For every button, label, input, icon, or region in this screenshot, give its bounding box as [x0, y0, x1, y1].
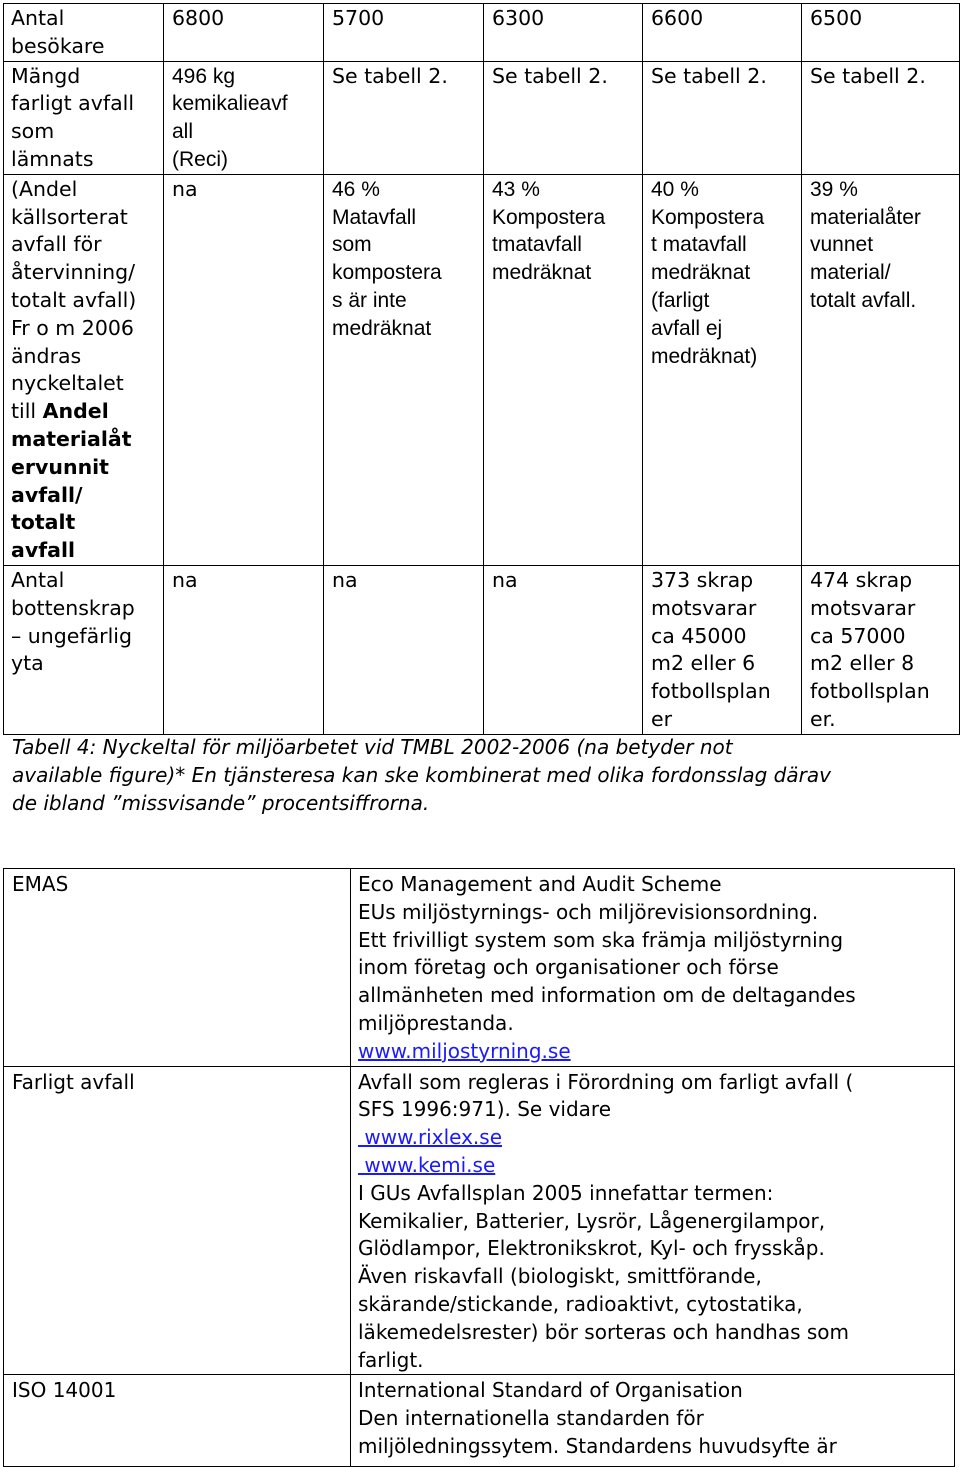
- row-label-strong: Andel: [42, 399, 109, 424]
- table-cell: [802, 4, 960, 62]
- glossary-link[interactable]: www.rixlex.se: [358, 1125, 502, 1150]
- cell-line: na: [332, 567, 358, 592]
- glossary-line: miljöprestanda.: [358, 1010, 514, 1035]
- row-label-line: nyckeltalet: [11, 371, 124, 396]
- table-cell: [484, 4, 643, 62]
- table-row: [4, 174, 960, 565]
- table-row: [4, 4, 960, 62]
- row-label-line: lämnats: [11, 146, 94, 171]
- cell-line: 43 %: [492, 177, 540, 201]
- cell-line: medräknat: [492, 261, 592, 285]
- cell-line: 5700: [332, 6, 385, 30]
- glossary-line: inom företag och organisationer och förse: [358, 955, 779, 980]
- row-label-line: – ungefärlig: [11, 623, 132, 648]
- table-cell: [643, 61, 802, 174]
- cell-line: 6800: [172, 6, 225, 30]
- cell-line: materialåter: [810, 205, 921, 229]
- glossary-line: Eco Management and Audit Scheme: [358, 872, 722, 896]
- table-cell: [164, 61, 324, 174]
- cell-line: kemikalieavf: [172, 92, 288, 116]
- key-figures-table: [3, 3, 960, 735]
- cell-line: motsvarar: [651, 595, 757, 620]
- cell-line: medräknat: [651, 261, 751, 285]
- cell-line: Se tabell 2.: [492, 63, 608, 88]
- glossary-line: miljöledningssytem. Standardens huvudsyfte är: [358, 1433, 837, 1458]
- cell-line: 6300: [492, 6, 545, 30]
- table-cell: [164, 565, 324, 734]
- row-label: [4, 174, 164, 565]
- table-caption: Tabell 4: Nyckeltal för miljöarbetet vid TMBL 2002-2006 (na betyder not available figure)* En tjänsteresa kan ske kombinerat med olika fordonsslag därav de ibland ”missvisande” procentsiffrorna.: [12, 735, 831, 815]
- table-row: [4, 61, 960, 174]
- table-cell: [164, 4, 324, 62]
- table-cell: [324, 174, 484, 565]
- row-label-line: farligt avfall: [11, 91, 135, 116]
- row-label-line: bottenskrap: [11, 595, 135, 620]
- cell-line: vunnet: [810, 233, 874, 257]
- row-label-line: Fr o m 2006: [11, 315, 134, 340]
- glossary-row: [4, 869, 955, 1067]
- row-label-line: återvinning/: [11, 260, 136, 285]
- cell-line: tmatavfall: [492, 233, 582, 257]
- cell-line: t matavfall: [651, 233, 747, 257]
- glossary-line: läkemedelsrester) bör sorteras och handhas som: [358, 1319, 849, 1344]
- cell-line: totalt avfall.: [810, 288, 917, 312]
- row-label-line: Mängd: [11, 63, 81, 88]
- table-cell: [484, 174, 643, 565]
- glossary-line: Glödlampor, Elektronikskrot, Kyl- och frysskåp.: [358, 1236, 825, 1261]
- table-cell: [643, 174, 802, 565]
- table-cell: [802, 61, 960, 174]
- cell-line: er.: [810, 706, 836, 731]
- glossary-term: ISO 14001: [4, 1375, 351, 1467]
- cell-line: 46 %: [332, 177, 380, 201]
- cell-line: som: [332, 233, 372, 257]
- row-label-line: besökare: [11, 33, 105, 58]
- cell-line: 40 %: [651, 177, 699, 201]
- cell-line: fotbollsplan: [810, 679, 930, 704]
- row-label: [4, 4, 164, 62]
- cell-line: (Reci): [172, 147, 228, 171]
- row-label-line: avfall/: [11, 482, 83, 507]
- cell-line: Se tabell 2.: [651, 63, 767, 88]
- cell-line: na: [172, 176, 198, 201]
- glossary-line: Den internationella standarden för: [358, 1406, 704, 1431]
- cell-line: 373 skrap: [651, 567, 754, 592]
- cell-line: 496 kg: [172, 64, 236, 88]
- cell-line: ca 57000: [810, 623, 906, 648]
- glossary-line: allmänheten med information om de deltagandes: [358, 983, 856, 1008]
- glossary-line: farligt.: [358, 1347, 424, 1372]
- glossary-line: I GUs Avfallsplan 2005 innefattar termen:: [358, 1180, 774, 1205]
- cell-line: m2 eller 8: [810, 651, 915, 676]
- glossary-line: Avfall som regleras i Förordning om farligt avfall (: [358, 1069, 854, 1094]
- glossary-row: [4, 1066, 955, 1375]
- row-label-line: yta: [11, 651, 44, 676]
- glossary-link[interactable]: www.miljostyrning.se: [358, 1038, 571, 1063]
- cell-line: m2 eller 6: [651, 651, 756, 676]
- table-cell: [324, 61, 484, 174]
- table-cell: [484, 565, 643, 734]
- cell-line: Kompostera: [651, 205, 765, 229]
- cell-line: er: [651, 706, 673, 731]
- table-cell: [324, 4, 484, 62]
- cell-line: 6500: [810, 6, 863, 30]
- table-cell: [324, 565, 484, 734]
- row-label: [4, 61, 164, 174]
- row-label: [4, 565, 164, 734]
- glossary-link[interactable]: www.kemi.se: [358, 1152, 496, 1177]
- glossary-line: SFS 1996:971). Se vidare: [358, 1097, 612, 1122]
- row-label-line: (Andel: [11, 176, 78, 201]
- table-cell: [484, 61, 643, 174]
- cell-line: Matavfall: [332, 205, 417, 229]
- cell-line: 6600: [651, 6, 704, 30]
- cell-line: Se tabell 2.: [332, 63, 448, 88]
- table-row: [4, 565, 960, 734]
- table-cell: [802, 565, 960, 734]
- glossary-definition: [351, 1066, 955, 1375]
- cell-line: medräknat): [651, 344, 758, 368]
- table-cell: [643, 565, 802, 734]
- row-label-line: materialåt: [11, 426, 132, 451]
- glossary-line: skärande/stickande, radioaktivt, cytostatika,: [358, 1291, 803, 1316]
- glossary-table: [3, 868, 955, 1467]
- cell-line: all: [172, 120, 194, 144]
- table-cell: [643, 4, 802, 62]
- cell-line: material/: [810, 261, 891, 285]
- cell-line: na: [172, 567, 198, 592]
- cell-line: motsvarar: [810, 595, 916, 620]
- table-cell: [802, 174, 960, 565]
- row-label-line: Antal: [11, 6, 65, 30]
- cell-line: (farligt: [651, 288, 710, 312]
- cell-line: 474 skrap: [810, 567, 913, 592]
- cell-line: fotbollsplan: [651, 679, 771, 704]
- cell-line: avfall ej: [651, 316, 723, 340]
- cell-line: na: [492, 567, 518, 592]
- row-label-line: Antal: [11, 567, 65, 592]
- cell-line: ca 45000: [651, 623, 747, 648]
- cell-line: Se tabell 2.: [810, 63, 926, 88]
- glossary-line: Kemikalier, Batterier, Lysrör, Lågenergilampor,: [358, 1208, 826, 1233]
- cell-line: s är inte: [332, 288, 407, 312]
- row-label-line: [11, 398, 163, 426]
- row-label-line: ervunnit: [11, 454, 109, 479]
- glossary-line: Även riskavfall (biologiskt, smittförande,: [358, 1264, 762, 1289]
- glossary-row: [4, 1375, 955, 1467]
- glossary-term: EMAS: [4, 869, 351, 1067]
- glossary-definition: [351, 1375, 955, 1467]
- glossary-line: Ett frivilligt system som ska främja miljöstyrning: [358, 927, 844, 952]
- cell-line: Kompostera: [492, 205, 606, 229]
- table-cell: [164, 174, 324, 565]
- row-label-line: källsorterat: [11, 204, 128, 229]
- row-label-line: ändras: [11, 343, 82, 368]
- cell-line: 39 %: [810, 177, 858, 201]
- row-label-line: avfall för: [11, 232, 102, 257]
- row-label-plain: till: [11, 399, 43, 424]
- row-label-line: totalt avfall): [11, 287, 137, 312]
- glossary-term: Farligt avfall: [4, 1066, 351, 1375]
- glossary-line: EUs miljöstyrnings- och miljörevisionsordning.: [358, 899, 819, 924]
- row-label-line: avfall: [11, 538, 76, 563]
- glossary-line: International Standard of Organisation: [358, 1378, 743, 1403]
- glossary-definition: [351, 869, 955, 1067]
- row-label-line: som: [11, 119, 55, 144]
- cell-line: kompostera: [332, 261, 442, 285]
- row-label-line: totalt: [11, 510, 76, 535]
- cell-line: medräknat: [332, 316, 432, 340]
